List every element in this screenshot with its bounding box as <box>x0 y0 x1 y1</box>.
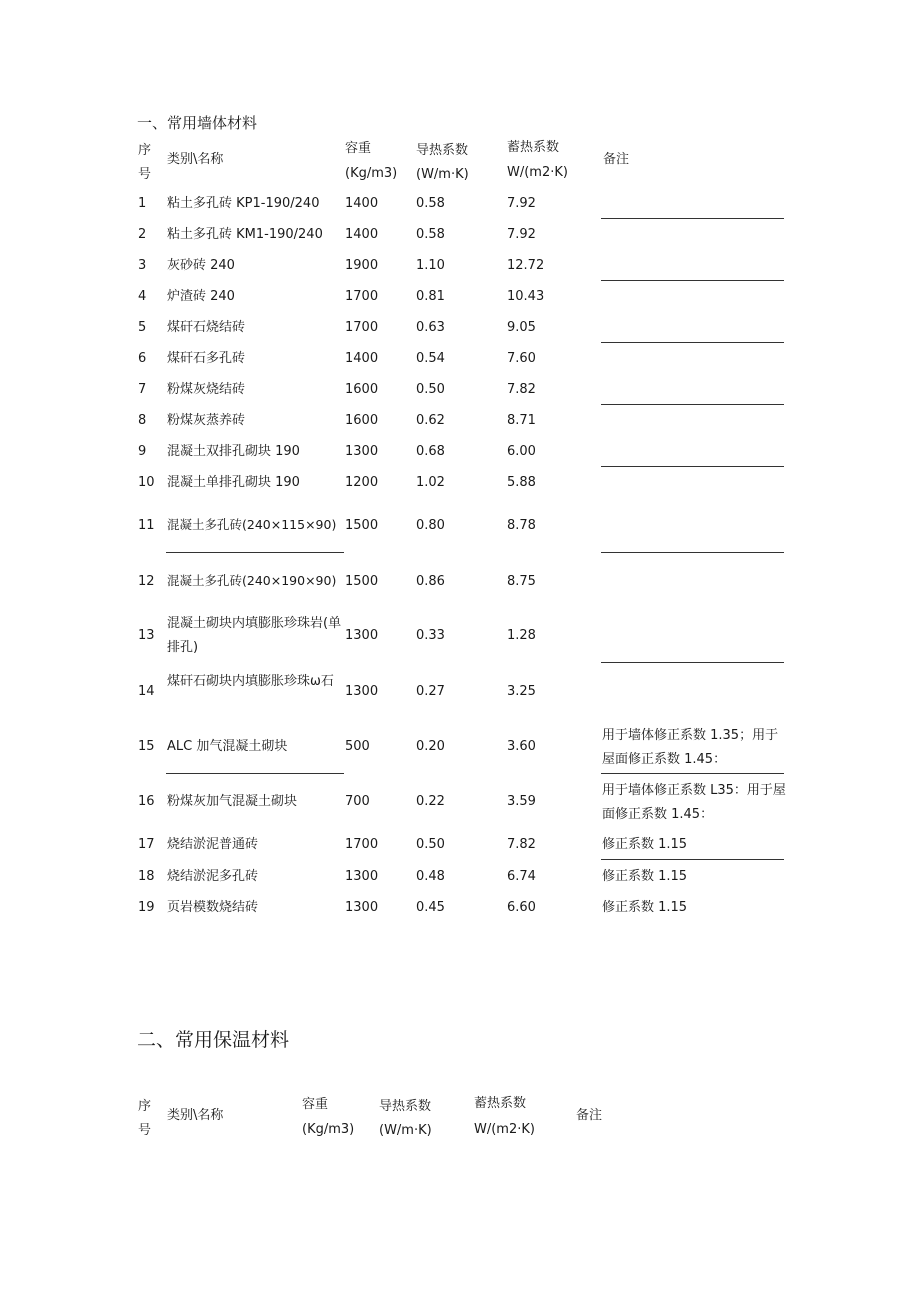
cell-remark: 修正系数 1.15 <box>602 869 688 884</box>
cell-storage: 3.60 <box>507 739 536 754</box>
cell-density: 1300 <box>345 684 379 699</box>
cell-name: 煤矸石烧结砖 <box>167 320 246 335</box>
cell-seq: 10 <box>138 475 155 490</box>
cell-conductivity: 0.50 <box>416 837 445 852</box>
cell-name: 粉煤灰烧结砖 <box>167 382 246 397</box>
cell-seq: 18 <box>138 869 155 884</box>
rule-line <box>166 552 344 553</box>
rule-line <box>601 342 784 343</box>
cell-density: 700 <box>345 794 370 809</box>
cell-density: 1400 <box>345 351 379 366</box>
cell-conductivity: 0.22 <box>416 794 445 809</box>
cell-density: 1200 <box>345 475 379 490</box>
cell-seq: 19 <box>138 900 155 915</box>
cell-storage: 12.72 <box>507 258 545 273</box>
cell-storage: 7.92 <box>507 227 536 242</box>
conductivity-unit: (W/m·K) <box>416 167 469 182</box>
cell-seq: 15 <box>138 739 155 754</box>
cell-storage: 8.75 <box>507 574 536 589</box>
cell-density: 1400 <box>345 196 379 211</box>
storage-header: 蓄热系数 <box>474 1096 527 1111</box>
cell-storage: 3.25 <box>507 684 536 699</box>
cell-storage: 7.82 <box>507 837 536 852</box>
cell-conductivity: 0.62 <box>416 413 445 428</box>
cell-density: 1300 <box>345 869 379 884</box>
rule-line <box>601 859 784 860</box>
cell-storage: 6.60 <box>507 900 536 915</box>
cell-name: 粉煤灰加气混凝土砌块 <box>167 794 298 809</box>
cell-density: 1700 <box>345 320 379 335</box>
cell-conductivity: 0.27 <box>416 684 445 699</box>
cell-name: 混凝土砌块内填膨胀珍珠岩(单排孔) <box>167 616 342 655</box>
cell-conductivity: 0.81 <box>416 289 445 304</box>
cell-density: 1700 <box>345 289 379 304</box>
cell-name: 混凝土多孔砖(240×190×90) <box>167 573 337 588</box>
cell-conductivity: 0.33 <box>416 628 445 643</box>
name-header: 类别\名称 <box>167 1108 224 1123</box>
density-unit: (Kg/m3) <box>302 1122 355 1137</box>
cell-name: 炉渣砖 240 <box>167 289 235 304</box>
cell-storage: 8.78 <box>507 518 536 533</box>
cell-remark: 用于墙体修正系数 L35：用于屋面修正系数 1.45： <box>602 783 786 822</box>
remark-header: 备注 <box>576 1108 603 1123</box>
cell-seq: 17 <box>138 837 155 852</box>
cell-remark: 用于墙体修正系数 1.35；用于屋面修正系数 1.45： <box>602 728 779 767</box>
seq-header: 序 <box>138 143 152 158</box>
cell-name: 页岩模数烧结砖 <box>167 900 259 915</box>
rule-line <box>601 218 784 219</box>
cell-seq: 14 <box>138 684 155 699</box>
cell-remark: 修正系数 1.15 <box>602 900 688 915</box>
cell-conductivity: 0.80 <box>416 518 445 533</box>
cell-name: 粉煤灰蒸养砖 <box>167 413 246 428</box>
cell-density: 1300 <box>345 628 379 643</box>
density-unit: (Kg/m3) <box>345 166 398 181</box>
density-header: 容重 <box>345 141 372 156</box>
conductivity-header: 导热系数 <box>416 143 469 158</box>
name-header: 类别\名称 <box>167 152 224 167</box>
cell-conductivity: 0.48 <box>416 869 445 884</box>
cell-seq: 11 <box>138 518 155 533</box>
cell-density: 1300 <box>345 444 379 459</box>
cell-seq: 4 <box>138 289 147 304</box>
cell-density: 1300 <box>345 900 379 915</box>
cell-name: 煤矸石砌块内填膨胀珍珠ω石 <box>167 674 334 689</box>
cell-storage: 9.05 <box>507 320 536 335</box>
rule-line <box>601 404 784 405</box>
cell-density: 1500 <box>345 574 379 589</box>
cell-conductivity: 0.58 <box>416 227 445 242</box>
cell-storage: 3.59 <box>507 794 536 809</box>
cell-density: 1600 <box>345 413 379 428</box>
cell-storage: 1.28 <box>507 628 536 643</box>
cell-name: 粘土多孔砖 KM1-190/240 <box>167 227 323 242</box>
rule-line <box>601 552 784 553</box>
cell-seq: 5 <box>138 320 147 335</box>
cell-seq: 9 <box>138 444 147 459</box>
cell-conductivity: 0.50 <box>416 382 445 397</box>
cell-conductivity: 0.58 <box>416 196 445 211</box>
cell-seq: 2 <box>138 227 147 242</box>
cell-seq: 7 <box>138 382 147 397</box>
section1-title: 一、常用墙体材料 <box>137 114 258 132</box>
cell-density: 1700 <box>345 837 379 852</box>
cell-seq: 1 <box>138 196 147 211</box>
cell-conductivity: 0.45 <box>416 900 445 915</box>
cell-name: 粘土多孔砖 KP1-190/240 <box>167 196 320 211</box>
cell-density: 1600 <box>345 382 379 397</box>
density-header: 容重 <box>302 1097 329 1112</box>
cell-name: 混凝土多孔砖(240×115×90) <box>167 517 337 532</box>
cell-storage: 7.92 <box>507 196 536 211</box>
cell-name: ALC 加气混凝土砌块 <box>167 739 288 754</box>
cell-storage: 6.00 <box>507 444 536 459</box>
conductivity-header: 导热系数 <box>379 1099 432 1114</box>
section2-title: 二、常用保温材料 <box>137 1029 290 1051</box>
cell-seq: 8 <box>138 413 147 428</box>
cell-storage: 7.60 <box>507 351 536 366</box>
cell-density: 1500 <box>345 518 379 533</box>
cell-name: 煤矸石多孔砖 <box>167 351 246 366</box>
seq-header-line2: 号 <box>138 1123 152 1138</box>
cell-seq: 12 <box>138 574 155 589</box>
cell-seq: 6 <box>138 351 147 366</box>
cell-conductivity: 0.63 <box>416 320 445 335</box>
cell-seq: 16 <box>138 794 155 809</box>
cell-conductivity: 1.10 <box>416 258 445 273</box>
cell-name: 烧结淤泥多孔砖 <box>167 869 259 884</box>
storage-header: 蓄热系数 <box>507 140 560 155</box>
cell-storage: 7.82 <box>507 382 536 397</box>
cell-storage: 8.71 <box>507 413 536 428</box>
cell-conductivity: 0.68 <box>416 444 445 459</box>
cell-seq: 13 <box>138 628 155 643</box>
conductivity-unit: (W/m·K) <box>379 1123 432 1138</box>
cell-conductivity: 1.02 <box>416 475 445 490</box>
cell-name: 灰砂砖 240 <box>167 258 235 273</box>
seq-header-line2: 号 <box>138 167 152 182</box>
cell-storage: 10.43 <box>507 289 545 304</box>
rule-line <box>601 773 784 774</box>
rule-line <box>601 466 784 467</box>
cell-name: 混凝土单排孔砌块 190 <box>167 475 300 490</box>
cell-conductivity: 0.20 <box>416 739 445 754</box>
remark-header: 备注 <box>603 152 630 167</box>
cell-remark: 修正系数 1.15 <box>602 837 688 852</box>
rule-line <box>601 280 784 281</box>
cell-conductivity: 0.86 <box>416 574 445 589</box>
storage-unit: W/(m2·K) <box>507 165 568 180</box>
cell-storage: 5.88 <box>507 475 536 490</box>
cell-storage: 6.74 <box>507 869 536 884</box>
cell-density: 1900 <box>345 258 379 273</box>
cell-density: 500 <box>345 739 370 754</box>
rule-line <box>166 773 344 774</box>
rule-line <box>601 662 784 663</box>
cell-name: 烧结淤泥普通砖 <box>167 837 259 852</box>
cell-conductivity: 0.54 <box>416 351 445 366</box>
storage-unit: W/(m2·K) <box>474 1122 535 1137</box>
seq-header: 序 <box>138 1099 152 1114</box>
cell-density: 1400 <box>345 227 379 242</box>
cell-name: 混凝土双排孔砌块 190 <box>167 444 300 459</box>
cell-seq: 3 <box>138 258 147 273</box>
